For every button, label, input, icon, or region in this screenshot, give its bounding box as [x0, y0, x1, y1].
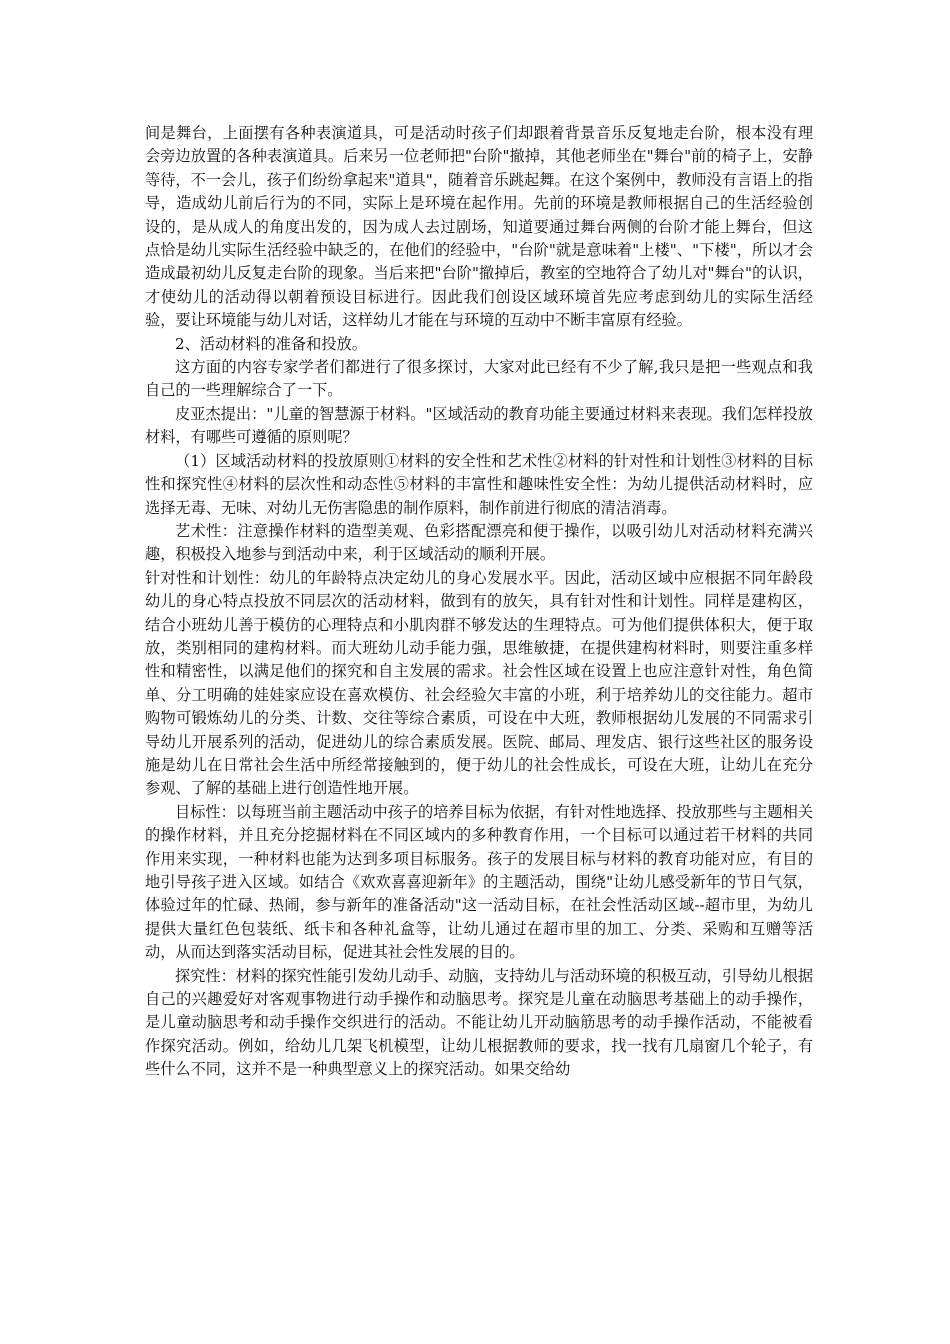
paragraph-piaget-quote: 皮亚杰提出："儿童的智慧源于材料。"区域活动的教育功能主要通过材料来表现。我们怎样投放材料，有哪些可遵循的原则呢？	[145, 404, 813, 447]
paragraph-exploration: 探究性：材料的探究性能引发幼儿动手、动脑，支持幼儿与活动环境的积极互动，引导幼儿根据自己的兴趣爱好对客观事物进行动手操作和动脑思考。探究是儿童在动脑思考基础上的动手操作，是儿童动脑思考和动手操作交织进行的活动。不能让幼儿开动脑筋思考的动手操作活动，不能被看作探究活动。例如，给幼儿几架飞机模型，让幼儿根据教师的要求，找一找有几扇窗几个轮子，有些什么不同，这并不是一种典型意义上的探究活动。如果交给幼	[145, 966, 813, 1079]
paragraph-pertinence-planning: 针对性和计划性：幼儿的年龄特点决定幼儿的身心发展水平。因此，活动区域中应根据不同年龄段幼儿的身心特点投放不同层次的活动材料，做到有的放矢，具有针对性和计划性。同样是建构区，结合小班幼儿善于模仿的心理特点和小肌肉群不够发达的生理特点。可为他们提供体积大，便于取放，类别相同的建构材料。而大班幼儿动手能力强，思维敏捷，在提供建构材料时，则要注重多样性和精密性，以满足他们的探究和自主发展的需求。社会性区域在设置上也应注意针对性，角色简单、分工明确的娃娃家应设在喜欢模仿、社会经验欠丰富的小班，利于培养幼儿的交往能力。超市购物可锻炼幼儿的分类、计数、交往等综合素质，可设在中大班，教师根据幼儿发展的不同需求引导幼儿开展系列的活动，促进幼儿的综合素质发展。医院、邮局、理发店、银行这些社区的服务设施是幼儿在日常社会生活中所经常接触到的，便于幼儿的社会性成长，可设在大班，让幼儿在充分参观、了解的基础上进行创造性地开展。	[145, 568, 813, 798]
paragraph-stage-case: 间是舞台，上面摆有各种表演道具，可是活动时孩子们却跟着背景音乐反复地走台阶，根本没有理会旁边放置的各种表演道具。后来另一位老师把"台阶"撤掉，其他老师坐在"舞台"前的椅子上，安静等待，不一会儿，孩子们纷纷拿起来"道具"，随着音乐跳起舞。在这个案例中，教师没有言语上的指导，造成幼儿前后行为的不同，实际上是环境在起作用。先前的环境是教师根据自己的生活经验创设的，是从成人的角度出发的，因为成人去过剧场，知道要通过舞台两侧的台阶才能上舞台，但这点恰是幼儿实际生活经验中缺乏的，在他们的经验中，"台阶"就是意味着"上楼"、"下楼"，所以才会造成最初幼儿反复走台阶的现象。当后来把"台阶"撤掉后，教室的空地符合了幼儿对"舞台"的认识，才使幼儿的活动得以朝着预设目标进行。因此我们创设区域环境首先应考虑到幼儿的实际生活经验，要让环境能与幼儿对话，这样幼儿才能在与环境的互动中不断丰富原有经验。	[145, 124, 813, 330]
paragraph-expert-discussion: 这方面的内容专家学者们都进行了很多探讨，大家对此已经有不少了解,我只是把一些观点和我自己的一些理解综合了一下。	[145, 358, 813, 400]
paragraph-artistry: 艺术性：注意操作材料的造型美观、色彩搭配漂亮和便于操作，以吸引幼儿对活动材料充满兴趣，积极投入地参与到活动中来，利于区域活动的顺利开展。	[145, 521, 813, 564]
document-body	[145, 122, 813, 1082]
paragraph-goal-orientation: 目标性：以每班当前主题活动中孩子的培养目标为依据，有针对性地选择、投放那些与主题相关的操作材料，并且充分挖掘材料在不同区域内的多种教育作用，一个目标可以通过若干材料的共同作用来实现，一种材料也能为达到多项目标服务。孩子的发展目标与材料的教育功能对应，有目的地引导孩子进入区域。如结合《欢欢喜喜迎新年》的主题活动，围绕"让幼儿感受新年的节日气氛，体验过年的忙碌、热闹，参与新年的准备活动"这一活动目标，在社会性活动区域--超市里，为幼儿提供大量红色包装纸、纸卡和各种礼盒等，让幼儿通过在超市里的加工、分类、采购和互赠等活动，从而达到落实活动目标，促进其社会性发展的目的。	[145, 802, 813, 962]
section-heading-materials: 2、活动材料的准备和投放。	[175, 334, 367, 353]
paragraph-principles-safety: （1）区域活动材料的投放原则①材料的安全性和艺术性②材料的针对性和计划性③材料的目标性和探究性④材料的层次性和动态性⑤材料的丰富性和趣味性安全性：为幼儿提供活动材料时，应选择无毒、无味、对幼儿无伤害隐患的制作原料，制作前进行彻底的清洁消毒。	[145, 451, 813, 517]
